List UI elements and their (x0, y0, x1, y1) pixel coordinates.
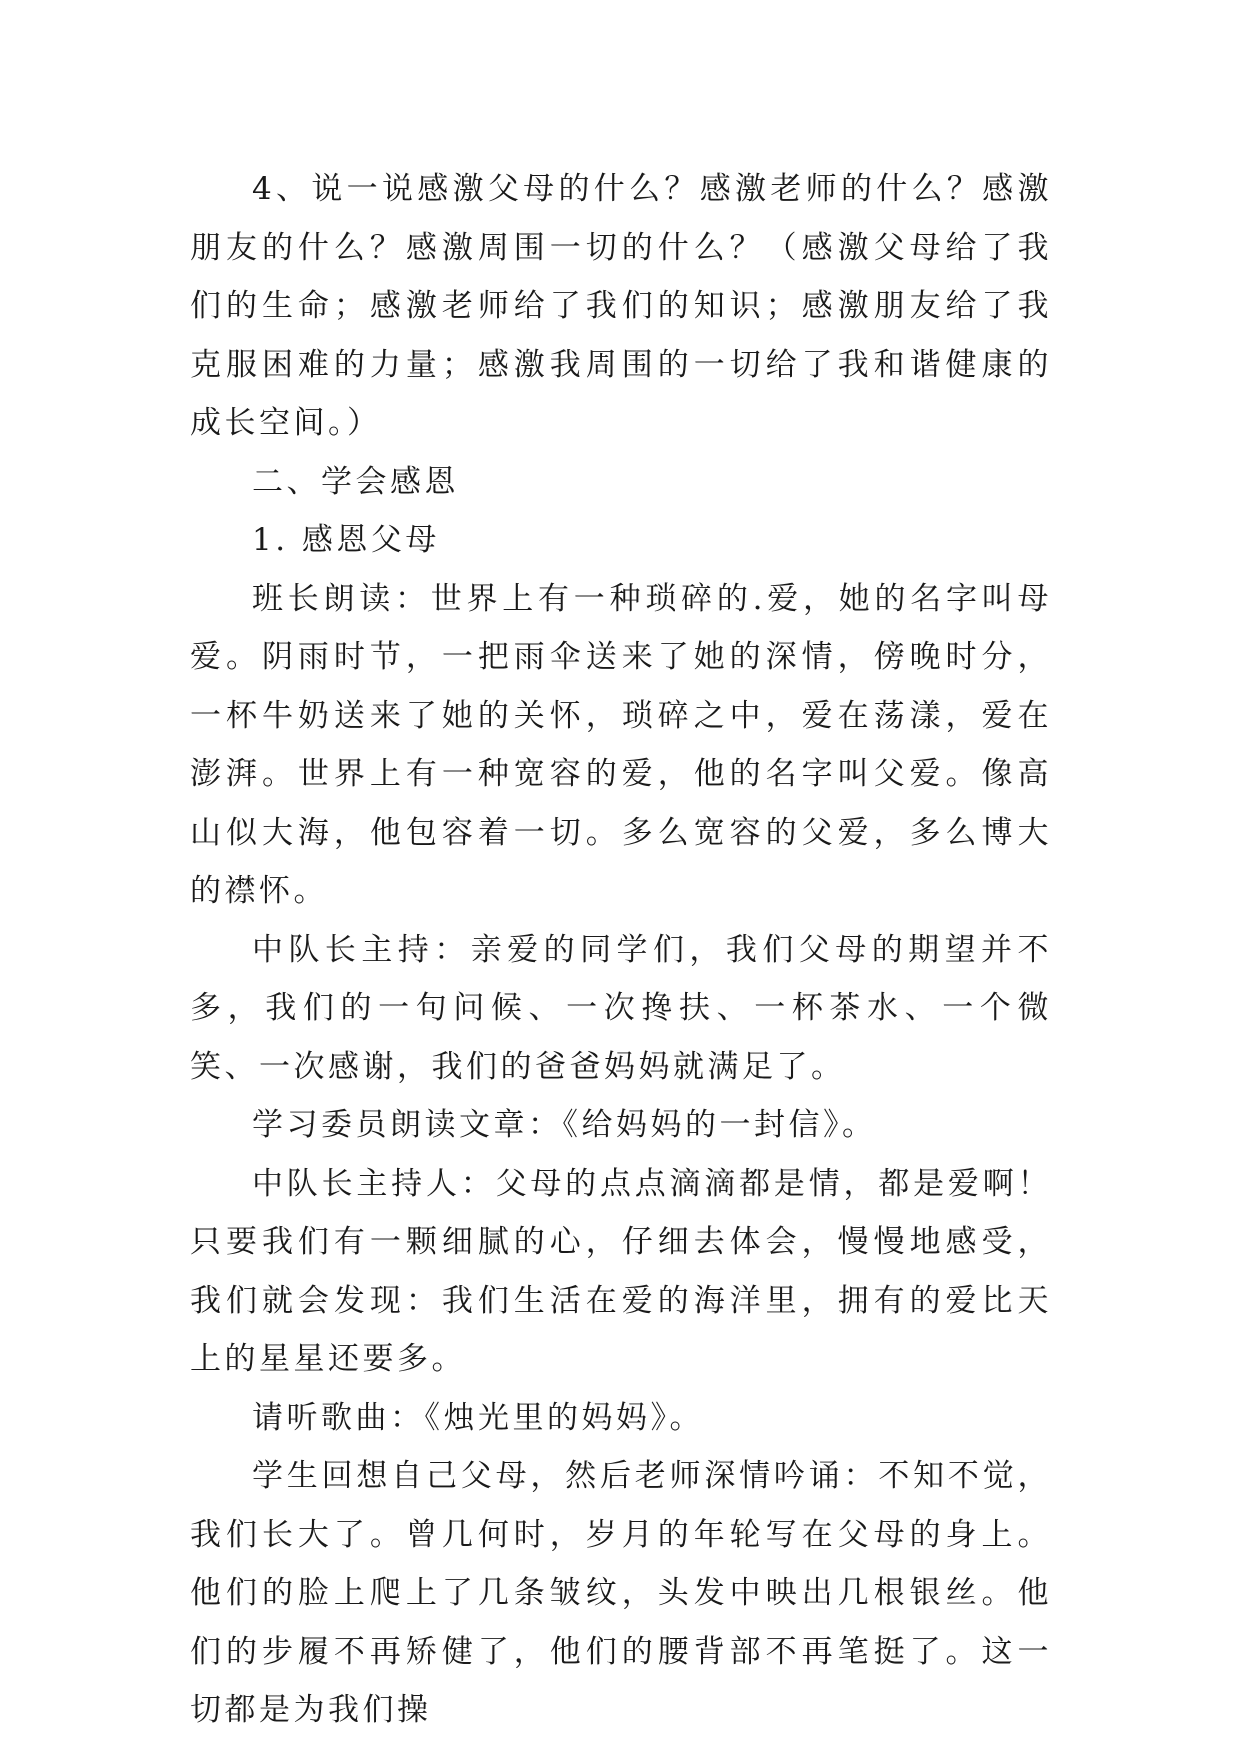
paragraph-song: 请听歌曲：《烛光里的妈妈》。 (252, 1399, 704, 1436)
subsection-heading-thank-parents: 1. 感恩父母 (252, 522, 440, 558)
paragraph-teacher-recital: 学生回想自己父母，然后老师深情吟诵：不知不觉，我们长大了。曾几何时，岁月的年轮写在父母的身上。他们的脸上爬上了几条皱纹，头发中映出几根银丝。他们的步履不再矫健了，他们的腰背部不再笔挺了。这一切都是为我们操 (190, 1458, 1052, 1728)
paragraph-squadron-leader-host-2: 中队长主持人：父母的点点滴滴都是情，都是爱啊！只要我们有一颗细腻的心，仔细去体会，慢慢地感受，我们就会发现：我们生活在爱的海洋里，拥有的爱比天上的星星还要多。 (190, 1165, 1052, 1377)
paragraph-gratitude-questions: 4、说一说感激父母的什么？感激老师的什么？感激朋友的什么？感激周围一切的什么？（感激父母给了我们的生命；感激老师给了我们的知识；感激朋友给了我克服困难的力量；感激我周围的一切给了我和谐健康的成长空间。） (190, 171, 1052, 441)
section-heading-learn-gratitude: 二、学会感恩 (252, 463, 459, 500)
paragraph-study-committee-reading: 学习委员朗读文章：《给妈妈的一封信》。 (252, 1107, 877, 1143)
paragraph-monitor-reading: 班长朗读：世界上有一种琐碎的.爱，她的名字叫母爱。阴雨时节，一把雨伞送来了她的深情，傍晚时分，一杯牛奶送来了她的关怀，琐碎之中，爱在荡漾，爱在澎湃。世界上有一种宽容的爱，他的名字叫父爱。像高山似大海，他包容着一切。多么宽容的父爱，多么博大的襟怀。 (190, 580, 1052, 909)
document-body (190, 160, 1052, 1740)
paragraph-squadron-leader-host: 中队长主持：亲爱的同学们，我们父母的期望并不多，我们的一句问候、一次搀扶、一杯茶水、一个微笑、一次感谢，我们的爸爸妈妈就满足了。 (190, 931, 1052, 1085)
